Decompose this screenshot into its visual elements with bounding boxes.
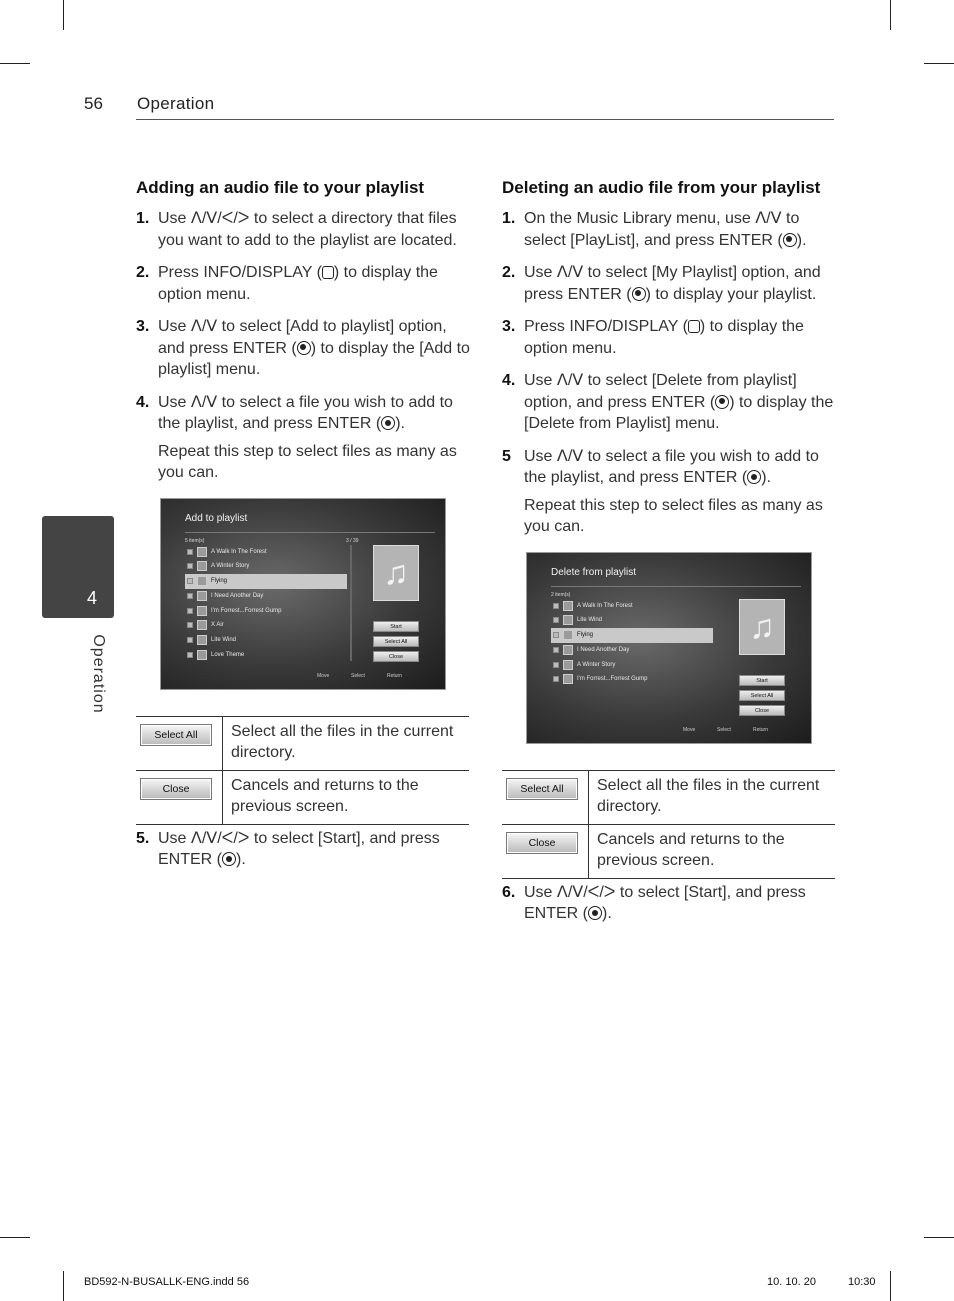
options-table — [136, 716, 469, 825]
crop-mark — [63, 0, 64, 30]
list-item: Lite Wind — [551, 613, 713, 628]
enter-icon — [222, 852, 236, 866]
screen-divider — [185, 532, 435, 533]
enter-icon — [297, 341, 311, 355]
step — [136, 828, 472, 871]
chapter-tab — [42, 516, 114, 618]
enter-icon — [747, 470, 761, 484]
enter-icon — [588, 906, 602, 920]
table-row — [502, 770, 835, 824]
step-number: 3. — [502, 318, 516, 335]
crop-mark — [890, 1271, 891, 1301]
select-all-button: Select All — [140, 724, 212, 746]
close-button: Close — [373, 651, 419, 662]
step-text: ). — [602, 905, 612, 922]
step-text: ) to display the [Add to playlist] menu. — [158, 339, 470, 378]
step-number: 4. — [502, 372, 516, 389]
crop-mark — [890, 0, 891, 30]
screen-title: Add to playlist — [185, 512, 248, 524]
step-text: Use ᐱ/ᐯ/ᐸ/ᐳ to select [Start], and press ENTER ( — [524, 883, 806, 922]
close-button: Close — [506, 832, 578, 854]
footer-time: 10:30 — [848, 1276, 876, 1288]
enter-icon — [715, 395, 729, 409]
step — [136, 392, 472, 484]
start-button: Start — [373, 621, 419, 632]
step — [136, 208, 472, 251]
list-item: A Walk In The Forest — [185, 545, 347, 560]
list-item: I Need Another Day — [551, 643, 713, 658]
crop-mark — [924, 63, 954, 64]
info-display-icon — [688, 320, 700, 333]
add-to-playlist-screenshot — [160, 498, 446, 690]
header-rule — [136, 119, 834, 120]
select-all-button: Select All — [739, 690, 785, 701]
close-button: Close — [739, 705, 785, 716]
option-description: Cancels and returns to the previous screen. — [223, 770, 470, 824]
list-item: I'm Forrest...Forrest Gump — [551, 672, 713, 687]
file-list — [551, 599, 713, 688]
step — [502, 316, 838, 359]
option-description: Cancels and returns to the previous screen. — [589, 824, 836, 878]
select-hint: Select — [351, 672, 365, 679]
step — [136, 262, 472, 305]
select-all-button: Select All — [373, 636, 419, 647]
step-text: ) to display the [Delete from Playlist] menu. — [524, 393, 834, 432]
left-column — [136, 176, 472, 882]
option-description: Select all the files in the current directory. — [589, 770, 836, 824]
crop-mark — [0, 1237, 30, 1238]
section-heading: Deleting an audio file from your playlist — [502, 178, 821, 197]
file-list — [185, 545, 347, 663]
step — [502, 262, 838, 305]
chapter-number: 4 — [87, 588, 98, 608]
table-row — [136, 770, 469, 824]
start-button: Start — [739, 675, 785, 686]
enter-icon — [783, 233, 797, 247]
list-item-selected: Flying — [185, 574, 347, 589]
enter-icon — [632, 287, 646, 301]
list-item-selected: Flying — [551, 628, 713, 643]
step-number: 2. — [502, 264, 516, 281]
step-text: ) to display your playlist. — [645, 285, 817, 303]
step-text: Use ᐱ/ᐯ/ᐸ/ᐳ to select [Start], and press ENTER ( — [158, 829, 440, 868]
list-item: Love Theme — [185, 648, 347, 663]
step-number: 1. — [136, 210, 150, 227]
select-hint: Select — [717, 726, 731, 733]
list-item: I'm Forrest...Forrest Gump — [185, 604, 347, 619]
step-text: ) to display the option menu. — [158, 264, 438, 303]
step-text: Press INFO/DISPLAY ( — [158, 264, 322, 281]
step-number: 3. — [136, 318, 150, 335]
option-description: Select all the files in the current directory. — [223, 716, 470, 770]
step — [502, 882, 838, 925]
table-row — [502, 824, 835, 878]
screen-divider — [551, 586, 801, 587]
enter-icon — [381, 416, 395, 430]
step-text: On the Music Library menu, use ᐱ/ᐯ to select [PlayList], and press ENTER ( — [524, 210, 800, 249]
music-note-icon: ♫ — [739, 599, 785, 655]
list-item: Lite Wind — [185, 633, 347, 648]
step-text: ). — [761, 469, 771, 486]
section-title: Operation — [137, 94, 215, 113]
step — [502, 370, 838, 435]
right-column — [502, 176, 838, 936]
step-text: ). — [395, 415, 405, 432]
footer-date: 10. 10. 20 — [767, 1276, 816, 1288]
item-count: 5 item(s) — [185, 537, 205, 544]
step-note: Repeat this step to select files as many as you can. — [524, 496, 823, 535]
step-text: Use ᐱ/ᐯ/ᐸ/ᐳ to select a directory that files you want to add to the playlist are located. — [158, 210, 457, 249]
step-note: Repeat this step to select files as many as you can. — [158, 442, 457, 481]
move-hint: Move — [317, 672, 330, 679]
step-text: Use ᐱ/ᐯ to select a file you wish to add to the playlist, and press ENTER ( — [158, 393, 453, 432]
crop-mark — [924, 1237, 954, 1238]
list-item: A Winter Story — [551, 658, 713, 673]
page-number: 56 — [84, 94, 103, 113]
step-text: Use ᐱ/ᐯ to select [My Playlist] option, and press ENTER ( — [524, 264, 821, 303]
return-hint: Return — [387, 672, 403, 679]
step-number: 6. — [502, 883, 516, 901]
step-number: 1. — [502, 210, 516, 227]
step-text: ). — [236, 851, 246, 868]
step-number: 2. — [136, 264, 150, 281]
move-hint: Move — [683, 726, 696, 733]
step-number: 5 — [502, 447, 511, 465]
options-table — [502, 770, 835, 879]
page-indicator: 3 / 39 — [346, 537, 359, 544]
step — [502, 208, 838, 251]
step-text: Press INFO/DISPLAY ( — [524, 318, 688, 335]
step-number: 4. — [136, 393, 150, 411]
step — [502, 446, 838, 538]
list-item: A Winter Story — [185, 559, 347, 574]
return-hint: Return — [753, 726, 769, 733]
info-display-icon — [322, 266, 334, 279]
chapter-label: Operation — [90, 634, 107, 714]
step-text: Use ᐱ/ᐯ to select [Delete from playlist] option, and press ENTER ( — [524, 372, 797, 411]
item-count: 2 item(s) — [551, 591, 571, 598]
step — [136, 316, 472, 381]
step-text: Use ᐱ/ᐯ to select [Add to playlist] option, and press ENTER ( — [158, 318, 447, 357]
step-text: ). — [796, 231, 807, 249]
list-item: X Air — [185, 618, 347, 633]
screen-title: Delete from playlist — [551, 566, 637, 578]
crop-mark — [0, 63, 30, 64]
table-row — [136, 716, 469, 770]
list-item: A Walk In The Forest — [551, 599, 713, 614]
step-number: 5. — [136, 829, 150, 847]
close-button: Close — [140, 778, 212, 800]
step-text: Use ᐱ/ᐯ to select a file you wish to add to the playlist, and press ENTER ( — [524, 447, 819, 486]
crop-mark — [63, 1271, 64, 1301]
music-note-icon: ♫ — [373, 545, 419, 601]
list-item: I Need Another Day — [185, 589, 347, 604]
scrollbar — [350, 545, 352, 661]
select-all-button: Select All — [506, 778, 578, 800]
delete-from-playlist-screenshot — [526, 552, 812, 744]
footer-filename: BD592-N-BUSALLK-ENG.indd 56 — [84, 1276, 250, 1288]
section-heading: Adding an audio file to your playlist — [136, 178, 425, 197]
step-text: ) to display the option menu. — [524, 318, 804, 357]
